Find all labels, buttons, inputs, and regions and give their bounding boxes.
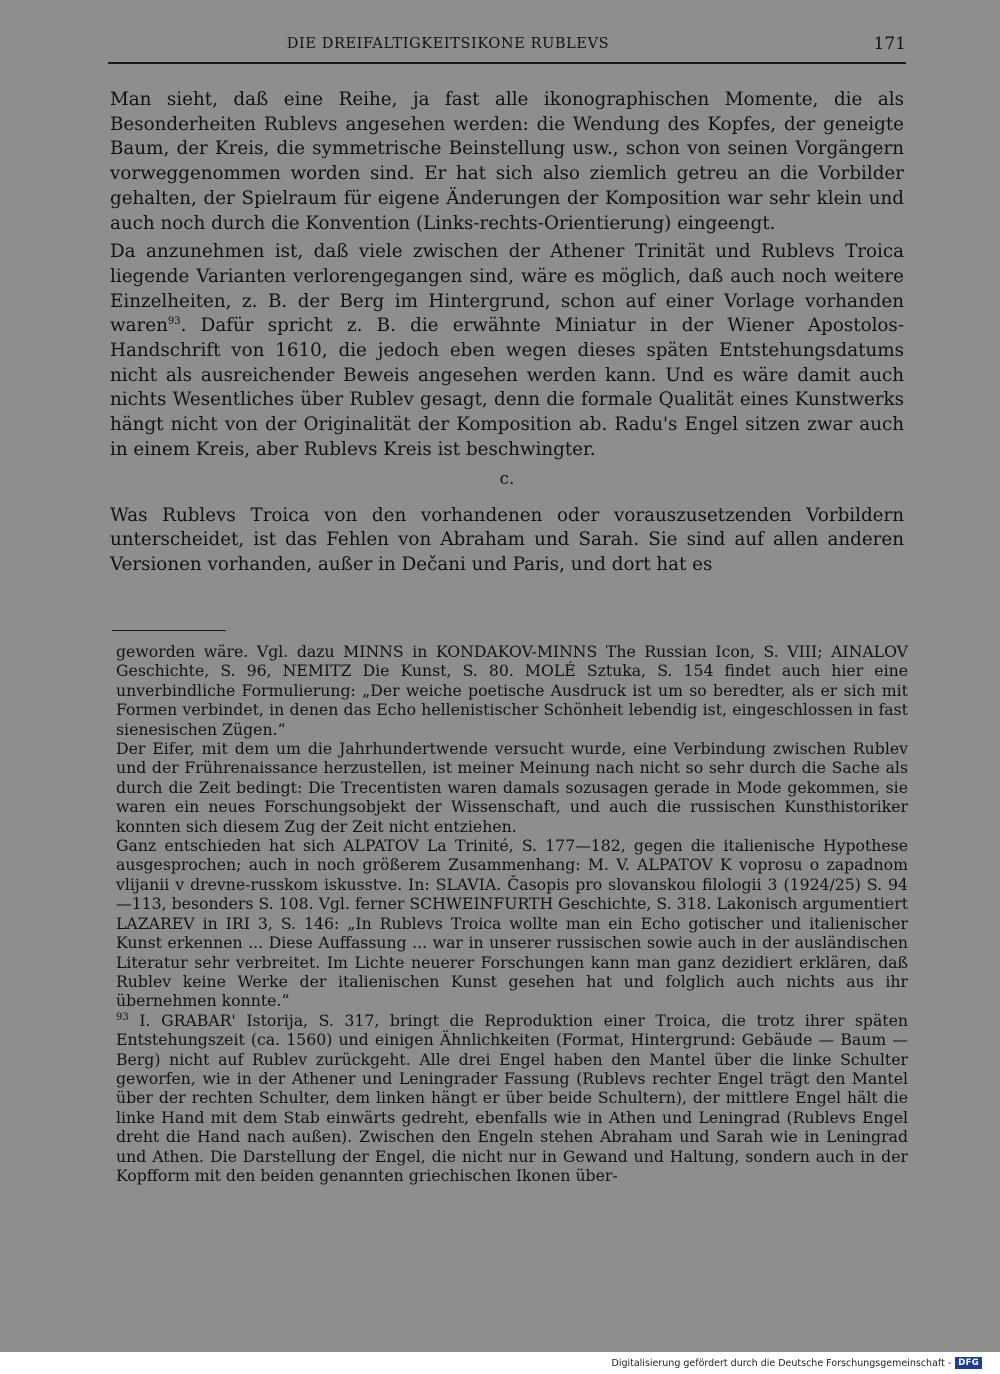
footnotes — [116, 642, 908, 1185]
footnote-separator — [112, 630, 226, 631]
header-rule — [108, 62, 906, 64]
section-heading: c. — [499, 468, 515, 489]
running-title: DIE DREIFALTIGKEITSIKONE RUBLEVS — [286, 36, 610, 52]
footnote-93-number: 93 — [116, 1011, 129, 1023]
footnote-continuation-3: Ganz entschieden hat sich ALPATOV La Trinité, S. 177—182, gegen die italienische Hypothese ausgesprochen; auch in noch größerem Zusammenhang: M. V. ALPATOV K voprosu o zapadnom vlijanii v drevne-russkom iskusstve. In: SLAVIA. Časopis pro slovanskou filologii 3 (1924/25) S. 94—113, besonders S. 108. Vgl. ferner SCHWEINFURTH Geschichte, S. 318. Lakonisch argumentiert LAZAREV in IRI 3, S. 146: „In Rublevs Troica wollte man ein Echo gotischer und italienischer Kunst erkennen ... Diese Auffassung ... war in unserer russischen sowie auch in der ausländischen Literatur sehr verbreitet. Im Lichte neuerer Forschungen kann man ganz dezidiert erklären, daß Rublev keine Werke der italienischen Kunst gesehen hat und folglich auch nichts aus ihr übernehmen konnte.“ — [116, 836, 908, 1011]
funding-credit: Digitalisierung gefördert durch die Deutsche Forschungsgemeinschaft - — [611, 1357, 952, 1369]
main-text — [110, 88, 904, 582]
page-number: 171 — [873, 34, 906, 54]
digitization-footer — [612, 1356, 983, 1370]
footnote-93 — [116, 1011, 908, 1186]
paragraph-2-text-after: . Dafür spricht z. B. die erwähnte Miniatur in der Wiener Apostolos-Handschrift von 1610, die jedoch eben wegen dieses späten Entstehungsdatums nicht als ausreichender Beweis angesehen werden kann. Und es wäre damit auch nichts Wesentliches über Rublev gesagt, denn die formale Qualität eines Kunstwerks hängt nicht von der Originalität der Komposition ab. Radu's Engel sitzen zwar auch in einem Kreis, aber Rublevs Kreis ist beschwingter. — [110, 315, 904, 460]
dfg-logo: DFG — [955, 1357, 982, 1369]
paragraph-2-text-before: Da anzunehmen ist, daß viele zwischen der Athener Trinität und Rublevs Troica liegende Varianten verlorengegangen sind, wäre es möglich, daß auch noch weitere Einzelheiten, z. B. der Berg im Hintergrund, schon auf einer Vorlage vorhanden waren — [110, 241, 904, 337]
footnote-continuation-2: Der Eifer, mit dem um die Jahrhundertwende versucht wurde, eine Verbindung zwischen Rublev und der Frührenaissance herzustellen, ist meiner Meinung nach nicht so sehr durch die Sache als durch die Zeit bedingt: Die Trecentisten waren damals sozusagen gerade in Mode gekommen, sie waren ein neues Forschungsobjekt der Wissenschaft, und auch die russischen Kunsthistoriker konnten sich diesem Zug der Zeit nicht entziehen. — [116, 739, 908, 836]
footnote-continuation-1: geworden wäre. Vgl. dazu MINNS in KONDAKOV-MINNS The Russian Icon, S. VIII; AINALOV Geschichte, S. 96, NEMITZ Die Kunst, S. 80. MOLÉ Sztuka, S. 154 findet auch hier eine unverbindliche Formulierung: „Der weiche poetische Ausdruck ist um so beredter, als er sich mit Formen verbindet, in denen das Echo hellenistischer Schönheit lebendig ist, eingeschlossen in fast sienesischen Zügen.“ — [116, 642, 908, 739]
paragraph-3: Was Rublevs Troica von den vorhandenen oder vorauszusetzenden Vorbildern unterscheidet, ist das Fehlen von Abraham und Sarah. Sie sind auf allen anderen Versionen vorhanden, außer in Dečani und Paris, und dort hat es — [110, 504, 904, 575]
paragraph-1: Man sieht, daß eine Reihe, ja fast alle ikonographischen Momente, die als Besonderheiten Rublevs angesehen werden: die Wendung des Kopfes, der geneigte Baum, der Kreis, die symmetrische Beinstellung usw., schon von seinen Vorgängern vorweggenommen worden sind. Er hat sich also ziemlich getreu an die Vorbilder gehalten, der Spielraum für eigene Änderungen der Komposition war sehr klein und auch noch durch die Konvention (Links-rechts-Orientierung) eingeengt. — [110, 89, 904, 234]
paragraph-2 — [110, 240, 904, 462]
footnote-93-text: I. GRABAR' Istorija, S. 317, bringt die Reproduktion einer Troica, die trotz ihrer späten Entstehungszeit (ca. 1560) und einigen Ähnlichkeiten (Format, Hintergrund: Gebäude — Baum — Berg) nicht auf Rublev zurückgeht. Alle drei Engel haben den Mantel über die linke Schulter geworfen, wie in der Athener und Leningrader Fassung (Rublevs rechter Engel trägt den Mantel über der rechten Schulter, dem linken hängt er über beide Schultern), der mittlere Engel hält die linke Hand mit dem Stab einwärts gedreht, ebenfalls wie in Athen und Leningrad (Rublevs Engel dreht die Hand nach außen). Zwischen den Engeln stehen Abraham und Sarah wie in Leningrad und Athen. Die Darstellung der Engel, die nicht nur in Gewand und Haltung, sondern auch in der Kopfform mit den beiden genannten griechischen Ikonen über- — [116, 1010, 908, 1185]
footnote-reference-93: 93 — [167, 316, 181, 328]
page-header — [108, 34, 906, 58]
